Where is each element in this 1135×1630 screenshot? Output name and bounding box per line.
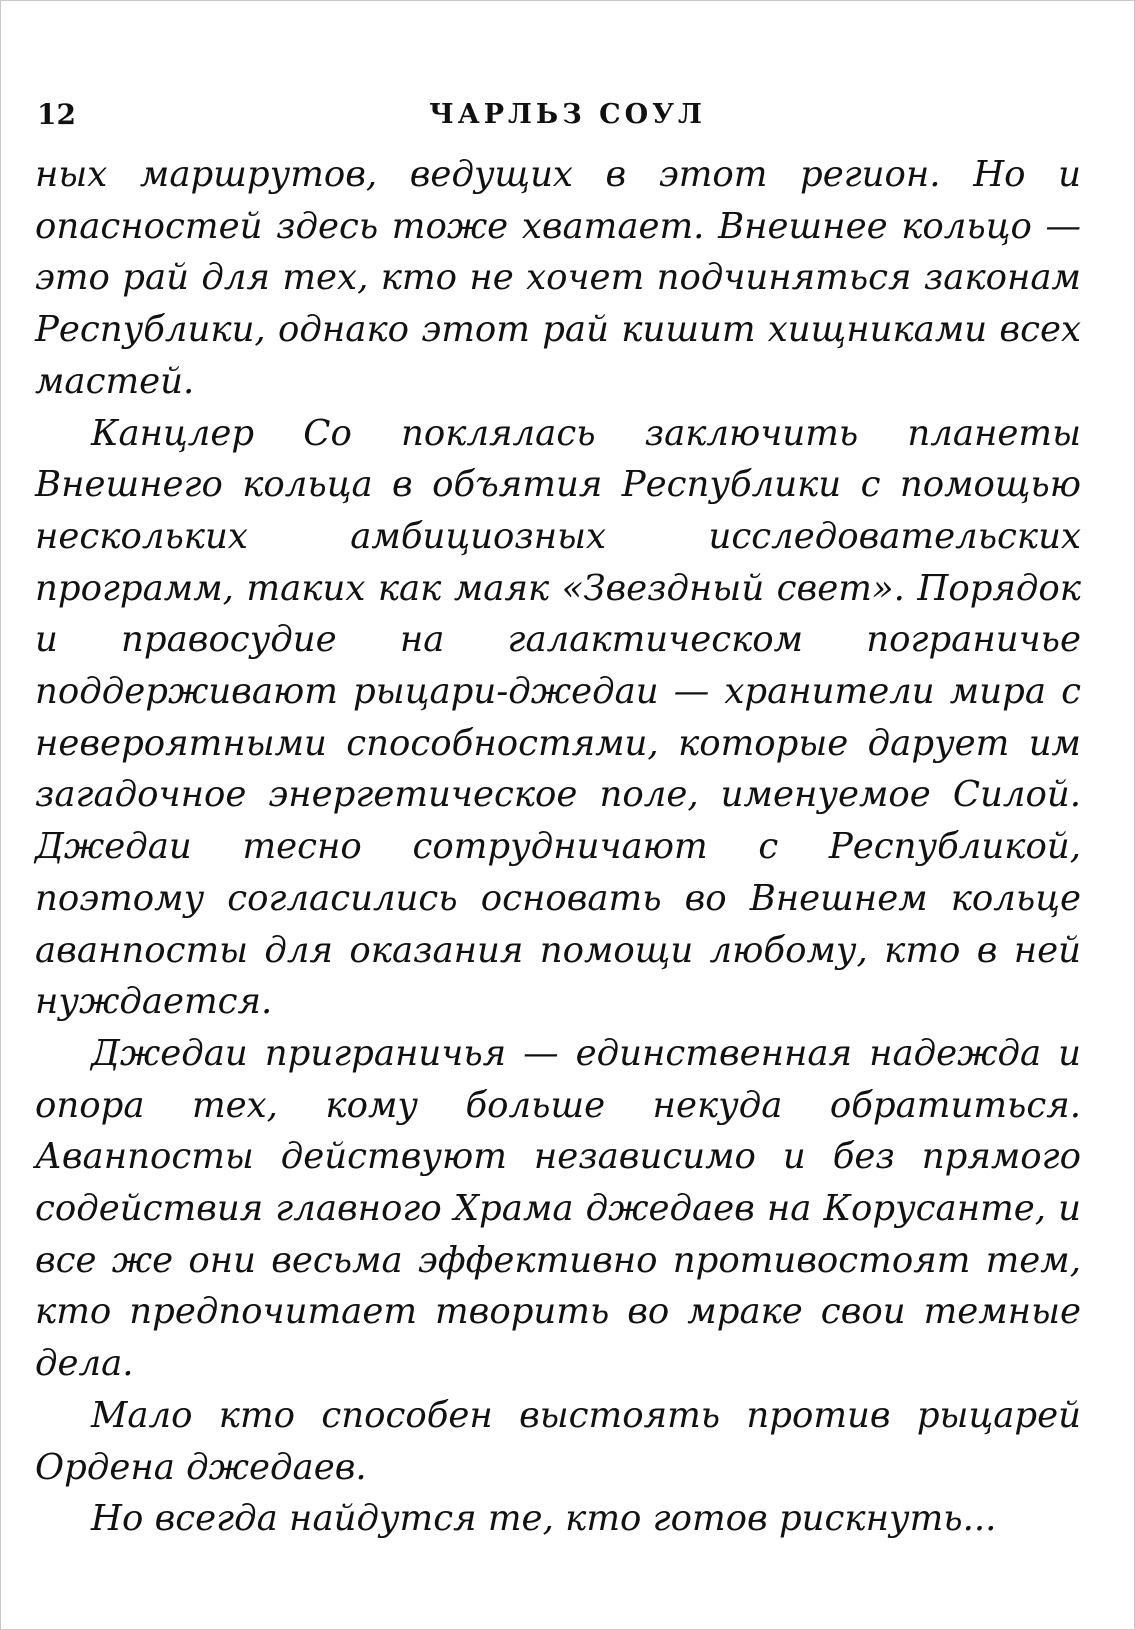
paragraph: Канцлер Со поклялась заключить планеты Внешнего кольца в объятия Республики с помощью нескольких амбициозных исследовательских программ, таких как маяк «Звездный свет». Порядок и правосудие на галактическом пограничье поддерживают рыцари-джедаи — хранители мира с невероятными способностями, которые дарует им загадочное энергетическое поле, именуемое Силой. Джедаи тесно сотрудничают с Республикой, поэтому согласились основать во Внешнем кольце аванпосты для оказания помощи любому, кто в ней нуждается. <box>35 412 1081 1023</box>
paragraph-final: Но всегда найдутся те, кто готов рискнуть... <box>91 1498 997 1540</box>
paragraph: Джедаи приграничья — единственная надежда и опора тех, кому больше некуда обратиться. Аванпосты действуют независимо и без прямого содействия главного Храма джедаев на Корусанте, и все же они весьма эффективно противостоят тем, кто предпочитает творить во мраке свои темные дела. <box>35 1032 1081 1385</box>
page-number: 12 <box>37 98 76 131</box>
page-header <box>37 97 1098 137</box>
body-text <box>35 149 1081 1545</box>
paragraph-continued: ных маршрутов, ведущих в этот регион. Но и опасностей здесь тоже хватает. Внешнее кольцо — это рай для тех, кто не хочет подчиняться законам Республики, однако этот рай кишит хищниками всех мастей. <box>35 154 1081 402</box>
paragraph: Мало кто способен выстоять против рыцарей Ордена джедаев. <box>35 1394 1081 1488</box>
running-head-author: ЧАРЛЬЗ СОУЛ <box>429 99 706 130</box>
